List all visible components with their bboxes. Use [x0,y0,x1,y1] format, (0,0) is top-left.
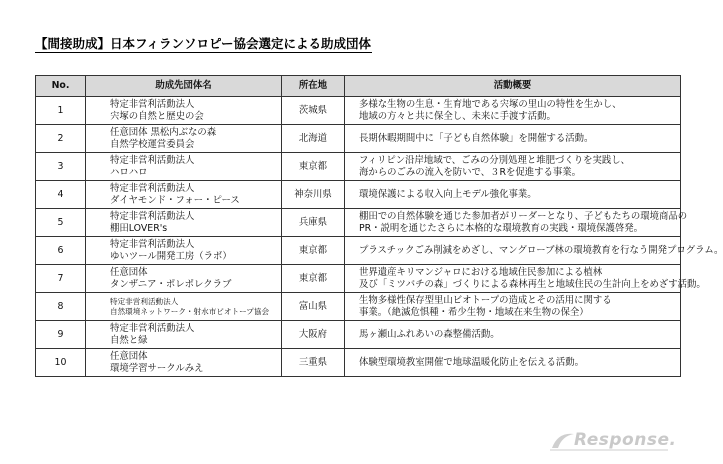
org-line: 自然学校運営委員会 [110,138,195,150]
cell-no: 7 [36,265,86,293]
cell-activity [345,181,681,209]
page-title: 【間接助成】日本フィランソロピー協会選定による助成団体 [35,36,372,51]
table-row [36,97,681,125]
activity-line: 及び「ミツバチの森」づくりによる森林再生と地域住民の生計向上をめざす活動。 [359,278,706,290]
watermark-text: Response. [574,430,677,450]
cell-org [86,293,282,321]
cell-no: 5 [36,209,86,237]
table-row [36,237,681,265]
title-underline [35,52,372,53]
cell-no: 10 [36,349,86,377]
cell-activity [345,321,681,349]
org-line: ハロハロ [110,166,148,178]
cell-org [86,125,282,153]
table-row [36,293,681,321]
cell-location: 富山県 [282,293,345,321]
table-row [36,209,681,237]
org-line: 特定非営利活動法人 [110,296,179,306]
cell-activity [345,97,681,125]
cell-no: 1 [36,97,86,125]
cell-activity [345,209,688,237]
org-line: タンザニア・ポレポレクラブ [110,278,232,290]
table-row [36,181,681,209]
activity-line: フィリピン沿岸地域で、ごみの分別処理と堆肥づくりを実践し、 [359,155,630,166]
activity-line: 長期休暇期間中に「子ども自然体験」を開催する活動。 [359,132,594,144]
cell-location: 茨城県 [282,97,345,125]
cell-location: 北海道 [282,125,345,153]
cell-location: 三重県 [282,349,345,377]
org-line: 特定非営利活動法人 [110,155,195,166]
table-row [36,321,681,349]
cell-location: 大阪府 [282,321,345,349]
activity-line: 世界遺産キリマンジャロにおける地域住民参加による植林 [359,267,603,278]
response-watermark [548,428,680,454]
org-line: ゆいツール開発工房（ラボ） [110,250,232,262]
cell-org [86,97,282,125]
cell-activity [345,237,723,265]
cell-location: 東京都 [282,265,345,293]
org-line: 任意団体 黒松内ぶなの森 [110,127,217,138]
header-activity: 活動概要 [345,76,681,97]
activity-line: 馬ヶ瀬山ふれあいの森整備活動。 [359,328,500,340]
org-line: 特定非営利活動法人 [110,211,195,222]
table-row [36,153,681,181]
table-row [36,125,681,153]
org-line: 任意団体 [110,351,148,362]
org-line: 特定非営利活動法人 [110,323,195,334]
cell-org [86,237,282,265]
table-body [36,97,723,377]
cell-no: 6 [36,237,86,265]
activity-line: プラスチックごみ削減をめざし、マングローブ林の環境教育を行なう開発プログラム。 [359,244,723,256]
org-line: 棚田LOVER's [110,222,168,234]
activity-line: 環境保護による収入向上モデル強化事業。 [359,188,537,200]
cell-no: 8 [36,293,86,321]
org-line: ダイヤモンド・フォー・ピース [110,194,240,206]
header-no: No. [36,76,86,97]
org-line: 任意団体 [110,267,148,278]
cell-no: 3 [36,153,86,181]
activity-line: 体験型環境教室開催で地球温暖化防止を伝える活動。 [359,356,585,368]
table-row [36,349,681,377]
cell-org [86,321,282,349]
cell-org [86,349,282,377]
header-location: 所在地 [282,76,345,97]
cell-activity [345,349,681,377]
activity-line: 事業。（絶滅危惧種・希少生物・地域在来生物の保全） [359,306,589,318]
org-line: 自然と緑 [110,334,148,346]
org-line: 環境学習サークルみえ [110,362,204,374]
table-header-row [36,76,681,97]
activity-line: 多様な生物の生息・生育地である宍塚の里山の特性を生かし、 [359,99,622,110]
org-line: 特定非営利活動法人 [110,239,195,250]
cell-activity [345,125,681,153]
cell-location: 兵庫県 [282,209,345,237]
cell-activity [345,293,681,321]
cell-org [86,153,282,181]
cell-org [86,209,282,237]
activity-line: 地域の方々と共に保全し、未来に手渡す活動。 [359,110,556,122]
cell-org [86,265,282,293]
cell-no: 2 [36,125,86,153]
grant-table [35,75,723,377]
org-line: 自然環境ネットワーク・射水市ビオトープ協会 [110,306,270,316]
cell-location: 東京都 [282,237,345,265]
cell-no: 4 [36,181,86,209]
activity-line: 棚田での自然体験を通じた参加者がリーダーとなり、子どもたちの環境商品の [359,211,688,222]
cell-activity [345,265,706,293]
header-org: 助成先団体名 [86,76,282,97]
org-line: 特定非営利活動法人 [110,99,195,110]
table-row [36,265,681,293]
activity-line: 海からのごみの流入を防いで、３Rを促進する事業。 [359,166,581,178]
activity-line: 生物多様性保存型里山ビオトープの造成とその活用に関する [359,295,612,306]
cell-location: 神奈川県 [282,181,345,209]
activity-line: PR・説明を通じたさらに本格的な環境教育の実践・環境保護啓発。 [359,222,644,234]
cell-location: 東京都 [282,153,345,181]
cell-org [86,181,282,209]
cell-activity [345,153,681,181]
org-line: 宍塚の自然と歴史の会 [110,110,204,122]
cell-no: 9 [36,321,86,349]
org-line: 特定非営利活動法人 [110,183,195,194]
